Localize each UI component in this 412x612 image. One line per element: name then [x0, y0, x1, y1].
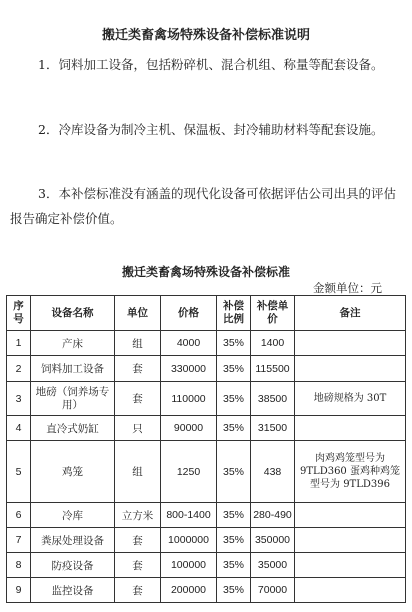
price-cell: 4000 — [161, 331, 217, 356]
table-row — [7, 441, 406, 503]
ratio-cell: 35% — [217, 441, 251, 503]
table-title: 搬迁类畜禽场特殊设备补偿标准 — [121, 265, 290, 279]
seq-cell: 8 — [7, 553, 31, 578]
header-seq: 序号 — [7, 296, 31, 331]
paragraph-3: 3．本补偿标准没有涵盖的现代化设备可依据评估公司出具的评估报告确定补偿价值。 — [10, 186, 396, 226]
comp-cell: 31500 — [251, 416, 295, 441]
header-ratio: 补偿比例 — [217, 296, 251, 331]
table-row — [7, 503, 406, 528]
price-cell: 100000 — [161, 553, 217, 578]
ratio-cell: 35% — [217, 416, 251, 441]
header-unit: 单位 — [115, 296, 161, 331]
price-cell: 1000000 — [161, 528, 217, 553]
comp-cell: 280-490 — [251, 503, 295, 528]
unit-cell: 套 — [115, 553, 161, 578]
unit-cell: 套 — [115, 528, 161, 553]
header-note: 备注 — [295, 296, 406, 331]
compensation-table — [6, 295, 406, 603]
ratio-cell: 35% — [217, 382, 251, 416]
price-cell: 200000 — [161, 578, 217, 603]
header-name: 设备名称 — [31, 296, 115, 331]
table-header-row — [7, 296, 406, 331]
table-row — [7, 528, 406, 553]
comp-cell: 1400 — [251, 331, 295, 356]
unit-cell: 套 — [115, 578, 161, 603]
unit-cell: 组 — [115, 331, 161, 356]
price-cell: 90000 — [161, 416, 217, 441]
seq-cell: 2 — [7, 356, 31, 382]
seq-cell: 5 — [7, 441, 31, 503]
ratio-cell: 35% — [217, 331, 251, 356]
name-cell: 冷库 — [31, 503, 115, 528]
seq-cell: 3 — [7, 382, 31, 416]
price-cell: 330000 — [161, 356, 217, 382]
name-cell: 直冷式奶缸 — [31, 416, 115, 441]
unit-cell: 立方米 — [115, 503, 161, 528]
note-cell — [295, 331, 406, 356]
comp-cell: 70000 — [251, 578, 295, 603]
table-row — [7, 356, 406, 382]
seq-cell: 4 — [7, 416, 31, 441]
price-cell: 1250 — [161, 441, 217, 503]
header-comp: 补偿单价 — [251, 296, 295, 331]
name-cell: 粪尿处理设备 — [31, 528, 115, 553]
note-cell — [295, 503, 406, 528]
unit-cell: 组 — [115, 441, 161, 503]
note-cell — [295, 578, 406, 603]
seq-cell: 9 — [7, 578, 31, 603]
currency-unit-note: 金额单位：元 — [313, 281, 382, 295]
comp-cell: 350000 — [251, 528, 295, 553]
seq-cell: 6 — [7, 503, 31, 528]
table-row — [7, 331, 406, 356]
name-cell: 饲料加工设备 — [31, 356, 115, 382]
comp-cell: 38500 — [251, 382, 295, 416]
seq-cell: 7 — [7, 528, 31, 553]
ratio-cell: 35% — [217, 553, 251, 578]
unit-cell: 套 — [115, 356, 161, 382]
note-cell — [295, 416, 406, 441]
ratio-cell: 35% — [217, 528, 251, 553]
name-cell: 产床 — [31, 331, 115, 356]
name-cell: 监控设备 — [31, 578, 115, 603]
note-cell — [295, 528, 406, 553]
table-row — [7, 553, 406, 578]
ratio-cell: 35% — [217, 578, 251, 603]
name-cell: 地磅（饲养场专用） — [31, 382, 115, 416]
header-price: 价格 — [161, 296, 217, 331]
note-cell: 肉鸡鸡笼型号为 9TLD360 蛋鸡种鸡笼型号为 9TLD396 — [295, 441, 406, 503]
name-cell: 防疫设备 — [31, 553, 115, 578]
ratio-cell: 35% — [217, 503, 251, 528]
seq-cell: 1 — [7, 331, 31, 356]
price-cell: 110000 — [161, 382, 217, 416]
note-cell — [295, 356, 406, 382]
note-cell — [295, 553, 406, 578]
name-cell: 鸡笼 — [31, 441, 115, 503]
note-cell: 地磅规格为 30T — [295, 382, 406, 416]
unit-cell: 只 — [115, 416, 161, 441]
paragraph-1: 1．饲料加工设备，包括粉碎机、混合机组、称量等配套设备。 — [38, 57, 384, 72]
unit-cell: 套 — [115, 382, 161, 416]
price-cell: 800-1400 — [161, 503, 217, 528]
table-row — [7, 416, 406, 441]
comp-cell: 438 — [251, 441, 295, 503]
comp-cell: 35000 — [251, 553, 295, 578]
table-row — [7, 382, 406, 416]
ratio-cell: 35% — [217, 356, 251, 382]
document-title: 搬迁类畜禽场特殊设备补偿标准说明 — [101, 28, 310, 43]
table-row — [7, 578, 406, 603]
comp-cell: 115500 — [251, 356, 295, 382]
paragraph-2: 2．冷库设备为制冷主机、保温板、封冷辅助材料等配套设施。 — [38, 122, 384, 137]
